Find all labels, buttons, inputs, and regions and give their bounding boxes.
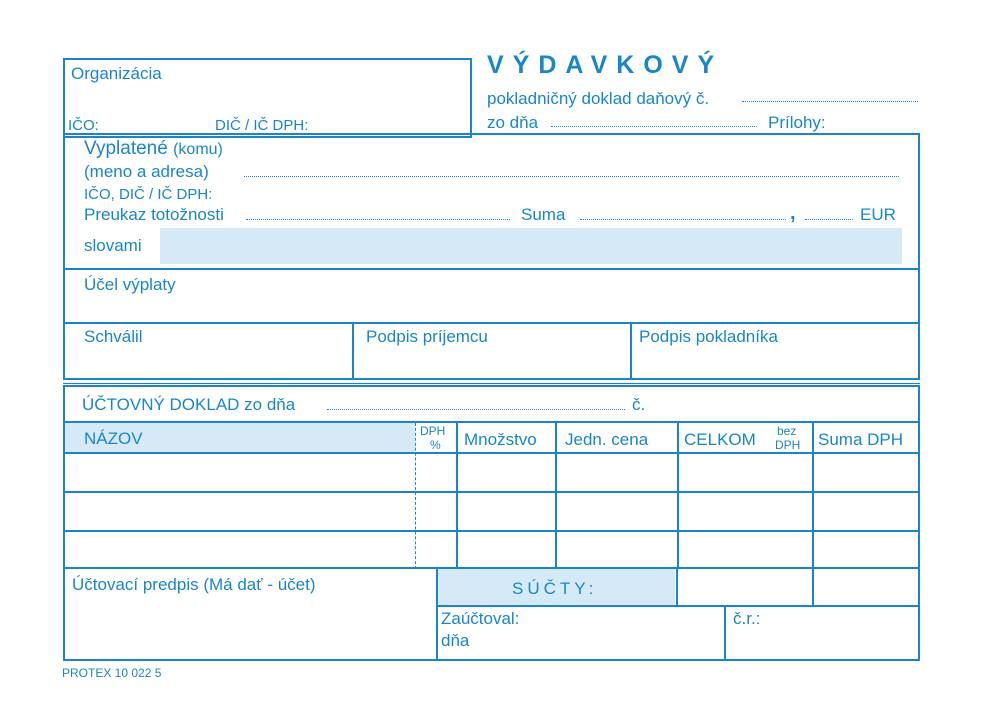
col-vat-header: DPH <box>420 424 446 438</box>
col-total-header: CELKOM <box>684 430 756 449</box>
dic-label: DIČ / IČ DPH: <box>215 117 309 134</box>
sumvat-col-divider <box>812 421 814 569</box>
totals-divider-1 <box>676 567 678 607</box>
vat-col-divider <box>415 423 416 569</box>
col-name-header: NÁZOV <box>84 429 143 448</box>
doc-number-field[interactable] <box>742 101 918 102</box>
col-unit-price-header: Jedn. cena <box>565 430 649 449</box>
date-label: zo dňa <box>487 113 539 132</box>
totals-divider-2 <box>812 567 814 607</box>
posted-divider <box>724 605 726 661</box>
sum-label: Suma <box>521 205 566 224</box>
signatures-box <box>63 322 920 380</box>
date-field[interactable] <box>551 126 757 127</box>
sum-cents-field[interactable] <box>805 219 853 220</box>
sum-comma: , <box>790 202 796 224</box>
purpose-box <box>63 268 920 324</box>
document-title: VÝDAVKOVÝ <box>487 51 724 79</box>
unit-col-divider <box>555 421 557 569</box>
accounting-doc-label: ÚČTOVNÝ DOKLAD zo dňa <box>82 395 296 414</box>
printer-code: PROTEX 10 022 5 <box>62 666 162 680</box>
ico-dic-label: IČO, DIČ / IČ DPH: <box>84 186 213 203</box>
cashier-signature-label: Podpis pokladníka <box>639 327 778 346</box>
currency-label: EUR <box>860 205 896 224</box>
paid-word: Vyplatené <box>84 138 168 159</box>
organization-label: Organizácia <box>71 64 162 83</box>
sig-divider-1 <box>352 322 354 380</box>
col-total-bez: bez <box>777 424 797 438</box>
in-words-field[interactable] <box>160 228 902 264</box>
attachments-label: Prílohy: <box>768 113 826 132</box>
posting-label: Účtovací predpis (Má dať - účet) <box>72 575 316 594</box>
name-address-label: (meno a adresa) <box>84 162 209 181</box>
doc-number-label: pokladničný doklad daňový č. <box>487 89 710 108</box>
recipient-signature-label: Podpis príjemcu <box>366 327 488 346</box>
total-col-divider <box>677 421 679 569</box>
posted-date-label: dňa <box>441 631 470 650</box>
id-card-field[interactable] <box>246 219 510 220</box>
approved-label: Schválil <box>84 327 143 346</box>
accounting-date-field[interactable] <box>327 409 625 410</box>
accounting-number-label: č. <box>632 395 646 414</box>
to-whom-label: (komu) <box>173 141 223 158</box>
col-vat-pct: % <box>430 438 441 452</box>
paid-label <box>84 138 223 161</box>
in-words-label: slovami <box>84 236 142 255</box>
name-address-field[interactable] <box>244 176 899 177</box>
col-total-dph: DPH <box>775 438 801 452</box>
accounting-top-rule <box>63 383 920 384</box>
id-card-label: Preukaz totožnosti <box>84 205 224 224</box>
sig-divider-2 <box>630 322 632 380</box>
col-qty-header: Množstvo <box>464 430 537 449</box>
sum-field[interactable] <box>580 219 786 220</box>
cr-label: č.r.: <box>733 609 761 628</box>
col-sum-vat-header: Suma DPH <box>818 430 904 449</box>
purpose-label: Účel výplaty <box>84 275 176 294</box>
qty-col-divider <box>456 421 458 569</box>
table-header-rule <box>63 452 920 454</box>
table-row-rule-1 <box>63 491 920 493</box>
posted-by-label: Zaúčtoval: <box>441 609 520 628</box>
table-row-rule-2 <box>63 530 920 532</box>
totals-label: SÚČTY: <box>512 579 598 598</box>
ico-label: IČO: <box>68 117 99 134</box>
